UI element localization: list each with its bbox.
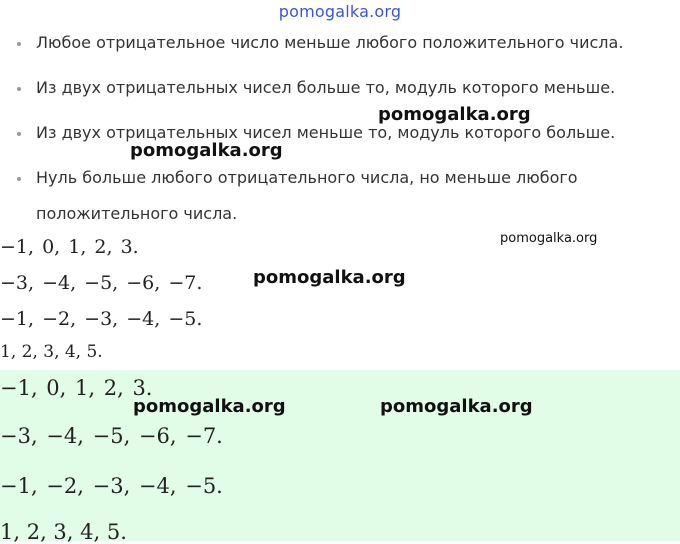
list-item-continuation — [36, 204, 237, 224]
rule-text: Из двух отрицательных чисел меньше то, модуль которого больше. — [36, 123, 616, 142]
rule-text: Из двух отрицательных чисел больше то, модуль которого меньше. — [36, 78, 616, 97]
list-item — [36, 33, 623, 53]
bullet-icon — [17, 87, 21, 91]
rule-text: положительного числа. — [36, 204, 238, 223]
rule-text: Нуль больше любого отрицательного числа, но меньше любого — [36, 168, 578, 187]
bullet-icon — [17, 42, 21, 46]
number-sequence: −1, −2, −3, −4, −5. — [0, 308, 203, 330]
watermark-text: pomogalka.org — [500, 231, 598, 246]
list-item — [36, 123, 615, 143]
answer-sequence: −1, −2, −3, −4, −5. — [0, 474, 223, 498]
watermark-text: pomogalka.org — [130, 140, 283, 161]
number-sequence: −3, −4, −5, −6, −7. — [0, 272, 203, 294]
answer-sequence: 1, 2, 3, 4, 5. — [0, 520, 127, 544]
watermark-text: pomogalka.org — [380, 396, 533, 417]
watermark-text: pomogalka.org — [133, 396, 286, 417]
list-item — [36, 168, 578, 188]
site-watermark-top: pomogalka.org — [278, 2, 402, 21]
watermark-text: pomogalka.org — [253, 267, 406, 288]
number-sequence: 1, 2, 3, 4, 5. — [0, 342, 103, 362]
list-item — [36, 78, 615, 98]
rule-text: Любое отрицательное число меньше любого положительного числа. — [36, 33, 624, 52]
watermark-text: pomogalka.org — [378, 104, 531, 125]
bullet-icon — [17, 132, 21, 136]
answer-sequence: −1, 0, 1, 2, 3. — [0, 376, 153, 400]
bullet-icon — [17, 177, 21, 181]
number-sequence: −1, 0, 1, 2, 3. — [0, 236, 139, 258]
answer-sequence: −3, −4, −5, −6, −7. — [0, 424, 223, 448]
